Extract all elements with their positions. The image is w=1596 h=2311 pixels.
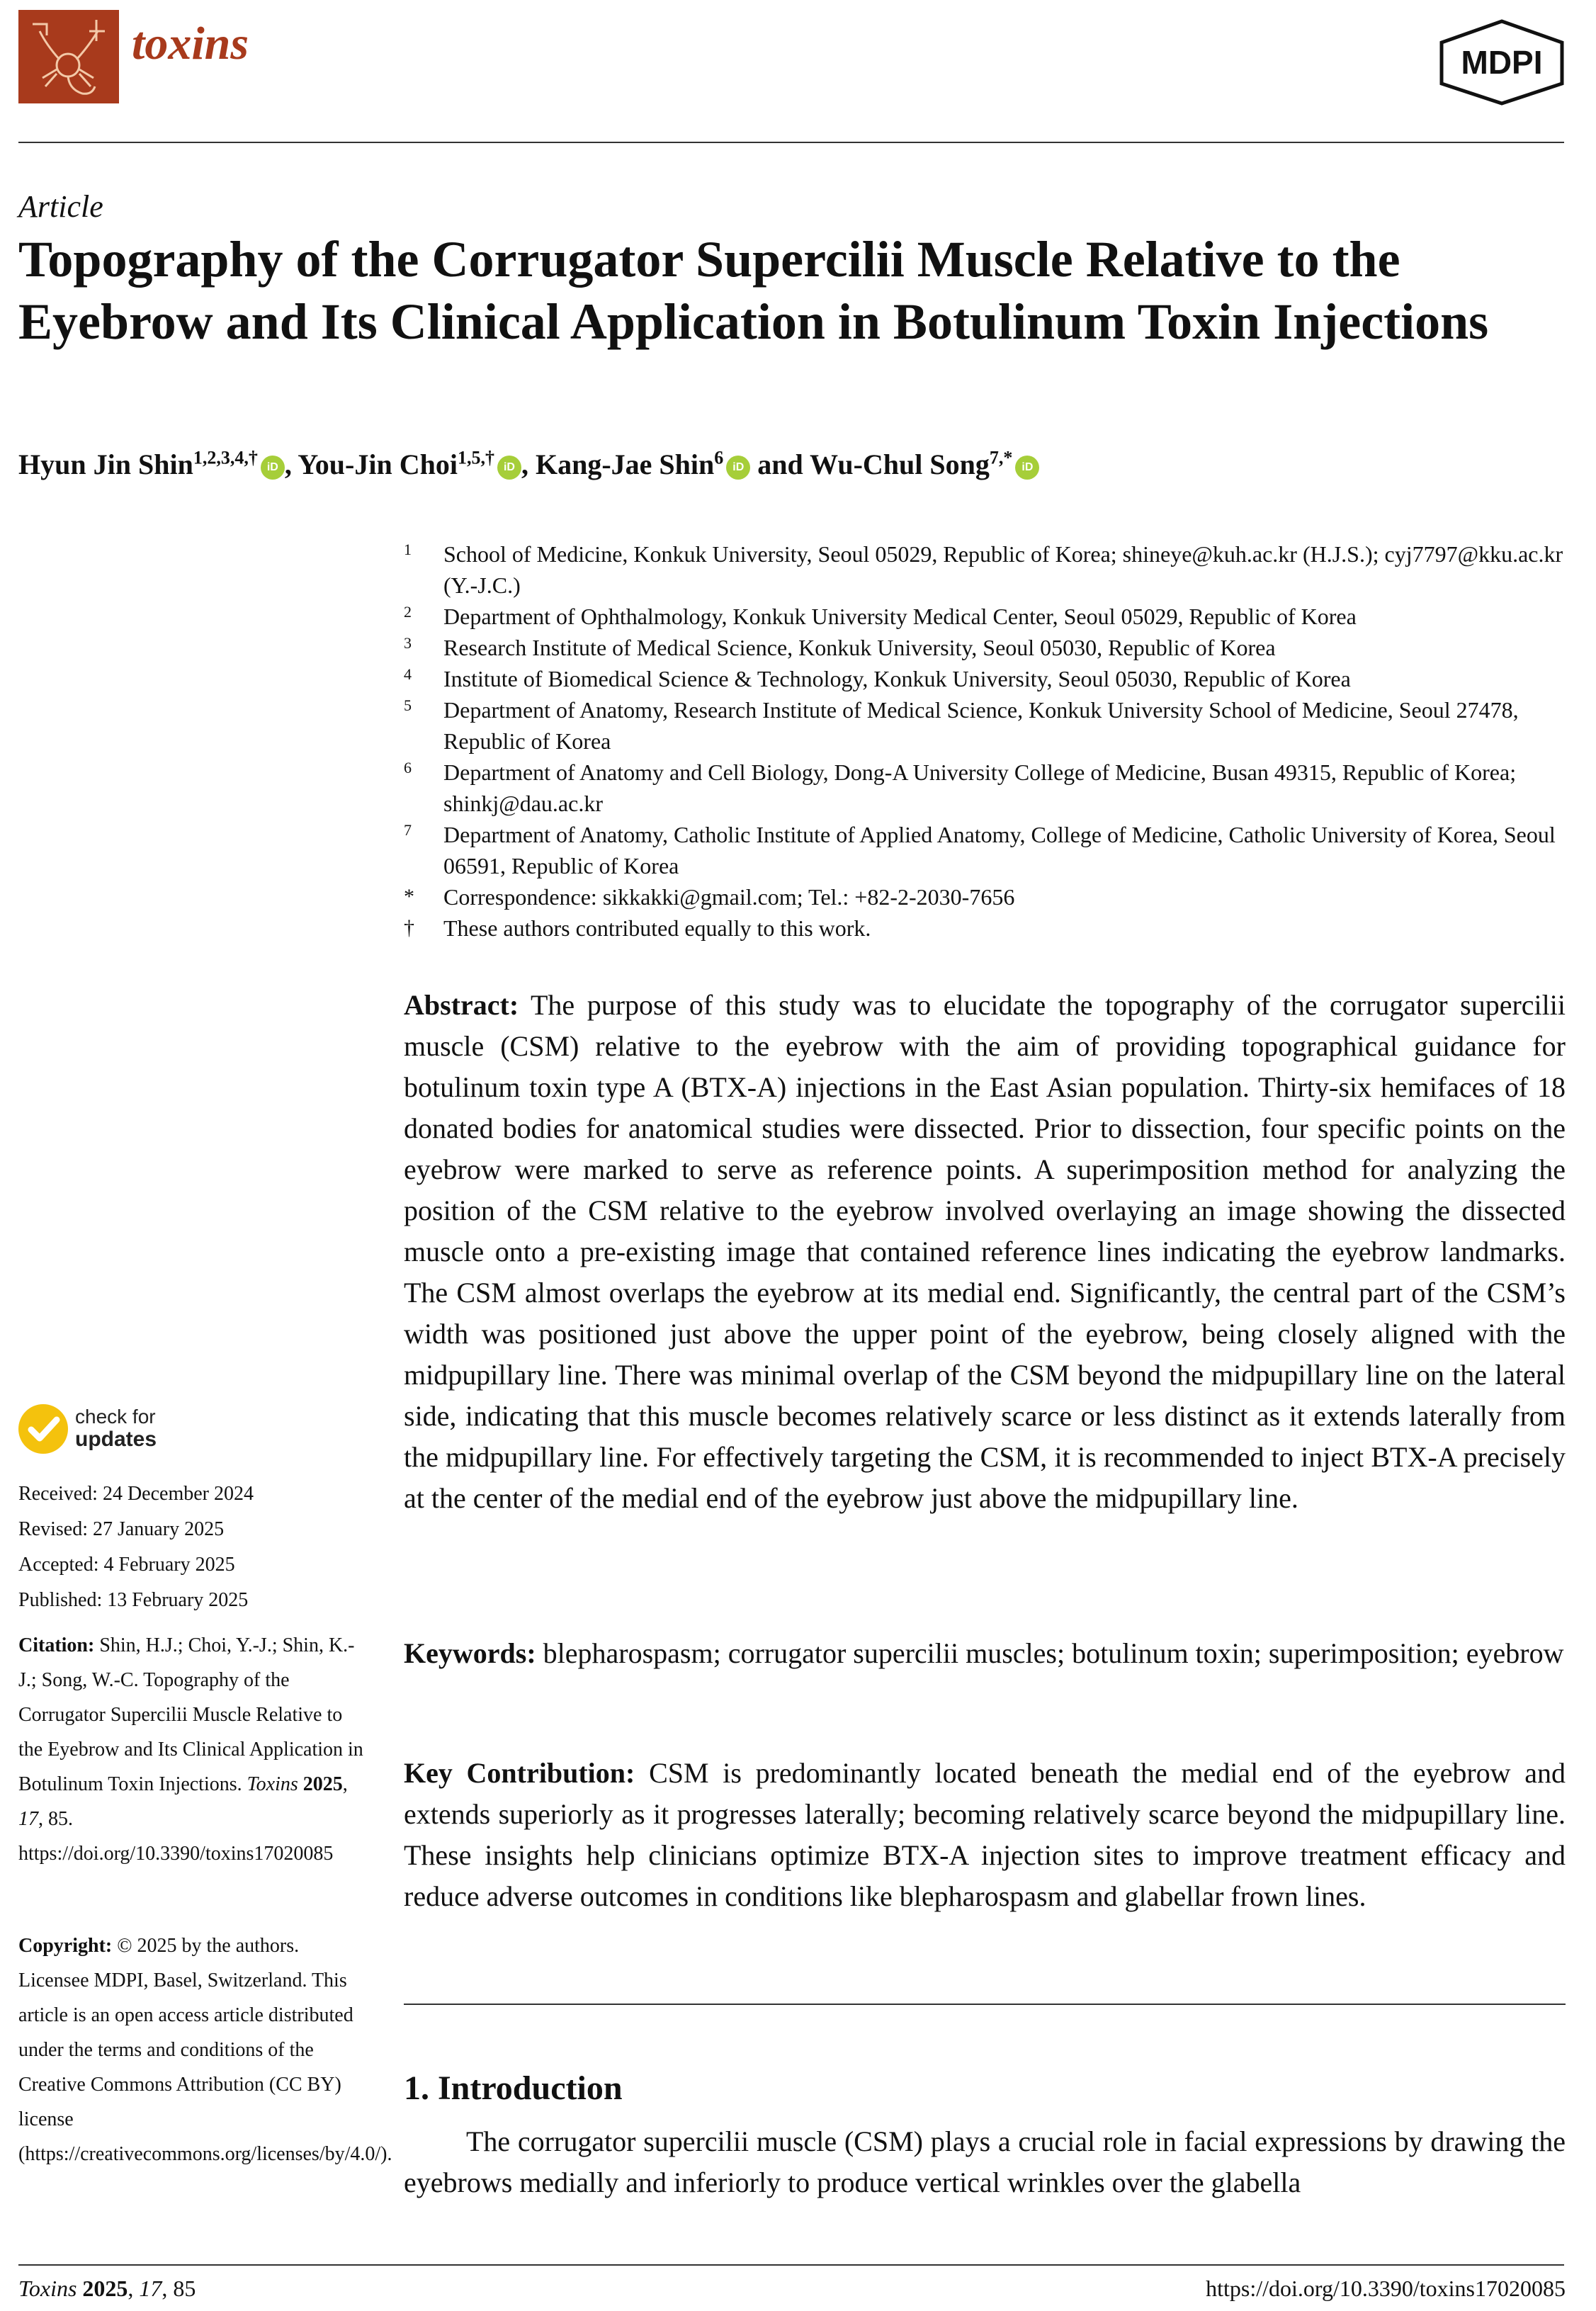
affiliation-marker: 6 bbox=[404, 759, 412, 776]
publication-dates bbox=[18, 1476, 254, 1618]
orcid-icon[interactable]: iD bbox=[261, 456, 285, 480]
citation-year: 2025 bbox=[302, 1773, 343, 1795]
author-name: You-Jin Choi bbox=[298, 448, 458, 480]
affiliation-text: Institute of Biomedical Science & Technology, Konkuk University, Seoul 05030, Republic of Korea bbox=[443, 666, 1351, 691]
affiliation-marker: 5 bbox=[404, 696, 412, 714]
abstract-label: Abstract: bbox=[404, 989, 519, 1021]
key-contribution-text: CSM is predominantly located beneath the medial end of the eyebrow and extends superiorly as it progresses laterally; becoming relatively scarce beyond the midpupillary line. These insights help clinicians optimize BTX-A injection sites to improve treatment efficacy and reduce adverse outcomes in conditions like blepharospasm and glabellar frown lines. bbox=[404, 1757, 1566, 1912]
abstract bbox=[404, 985, 1566, 1519]
affiliation-item bbox=[404, 881, 1566, 912]
check-updates-line1: check for bbox=[75, 1406, 156, 1428]
affiliation-marker: 7 bbox=[404, 821, 412, 839]
publisher-logo[interactable] bbox=[1434, 18, 1569, 106]
copyright-label: Copyright: bbox=[18, 1935, 113, 1957]
author-affiliation-marks: 7,* bbox=[989, 447, 1013, 468]
author-name: Wu-Chul Song bbox=[810, 448, 990, 480]
footer-article: , 85 bbox=[162, 2276, 196, 2301]
author-separator: , bbox=[284, 448, 298, 480]
header-rule bbox=[18, 142, 1564, 143]
author-affiliation-marks: 1,5,† bbox=[457, 447, 494, 468]
orcid-icon[interactable]: iD bbox=[1015, 456, 1039, 480]
footer-volume: 17 bbox=[139, 2276, 162, 2301]
footer-year: 2025 bbox=[82, 2276, 128, 2301]
affiliation-item bbox=[404, 757, 1566, 819]
author-affiliation-marks: 6 bbox=[714, 447, 724, 468]
article-type: Article bbox=[18, 189, 103, 224]
key-contribution-label: Key Contribution: bbox=[404, 1757, 635, 1789]
section-heading: 1. Introduction bbox=[404, 2069, 623, 2107]
checkmark-icon bbox=[18, 1404, 68, 1454]
accepted-date: Accepted: 4 February 2025 bbox=[18, 1554, 235, 1576]
footer-citation: Toxins 2025, 17, 85 bbox=[18, 2276, 196, 2301]
author-name: Hyun Jin Shin bbox=[18, 448, 193, 480]
affiliation-marker: 1 bbox=[404, 541, 412, 558]
footer-rule bbox=[18, 2264, 1564, 2266]
affiliation-item bbox=[404, 694, 1566, 757]
abstract-text: The purpose of this study was to elucidate the topography of the corrugator supercilii muscle (CSM) relative to the eyebrow with the aim of providing topographical guidance for botulinum toxin type A (BTX-A) injections in the East Asian population. Thirty-six hemifaces of 18 donated bodies for anatomical studies were dissected. Prior to dissection, four specific points on the eyebrow were marked to serve as reference points. A superimposition method for analyzing the position of the CSM relative to the eyebrow involved overlaying an image showing the dissected muscle onto a pre-existing image that contained reference lines indicating the eyebrow landmarks. The CSM almost overlaps the eyebrow at its medial end. Significantly, the central part of the CSM’s width was positioned just above the upper point of the eyebrow, being closely aligned with the midpupillary line. There was minimal overlap of the CSM beyond the midpupillary line on the lateral side, indicating that this muscle becomes relatively scarce or less distinct as it extends laterally from the midpupillary line. For effectively targeting the CSM, it is recommended to inject BTX-A precisely at the center of the medial end of the eyebrow just above the midpupillary line. bbox=[404, 989, 1566, 1514]
affiliation-text: Correspondence: sikkakki@gmail.com; Tel.: +82-2-2030-7656 bbox=[443, 884, 1015, 910]
affiliations bbox=[404, 538, 1566, 944]
article-title: Topography of the Corrugator Supercilii Muscle Relative to the Eyebrow and Its Clinical Application in Botulinum Toxin Injections bbox=[18, 231, 1489, 350]
check-updates-line2: updates bbox=[75, 1428, 157, 1451]
author-separator: , bbox=[521, 448, 536, 480]
affiliation-marker: † bbox=[404, 916, 414, 939]
revised-date: Revised: 27 January 2025 bbox=[18, 1518, 225, 1540]
keywords bbox=[404, 1633, 1566, 1674]
affiliation-text: Department of Anatomy, Catholic Institute of Applied Anatomy, College of Medicine, Catholic University of Korea, Seoul 06591, Republic of Korea bbox=[443, 822, 1556, 878]
affiliation-marker: 2 bbox=[404, 603, 412, 621]
orcid-icon[interactable]: iD bbox=[497, 456, 521, 480]
author-name: Kang-Jae Shin bbox=[535, 448, 715, 480]
citation-journal: Toxins bbox=[247, 1773, 298, 1795]
affiliation-text: Department of Anatomy and Cell Biology, Dong-A University College of Medicine, Busan 49315, Republic of Korea; shinkj@dau.ac.kr bbox=[443, 759, 1517, 816]
copyright bbox=[18, 1928, 392, 2171]
affiliation-item bbox=[404, 663, 1566, 694]
section-rule bbox=[404, 2004, 1566, 2005]
footer-journal: Toxins bbox=[18, 2276, 77, 2301]
keywords-label: Keywords: bbox=[404, 1637, 536, 1669]
citation-text: Shin, H.J.; Choi, Y.-J.; Shin, K.-J.; Song, W.-C. Topography of the Corrugator Supercilii Muscle Relative to the Eyebrow and Its Clinical Application in Botulinum Toxin Injections. bbox=[18, 1634, 363, 1795]
author-list bbox=[18, 448, 1039, 481]
copyright-text: © 2025 by the authors. Licensee MDPI, Basel, Switzerland. This article is an open access article distributed under the terms and conditions of the Creative Commons Attribution (CC BY) license (https://creativecommons.org/licenses/by/4.0/). bbox=[18, 1935, 392, 2165]
journal-logo bbox=[18, 10, 119, 103]
affiliation-item bbox=[404, 538, 1566, 601]
citation-label: Citation: bbox=[18, 1634, 95, 1656]
affiliation-item bbox=[404, 632, 1566, 663]
publisher-name: MDPI bbox=[1461, 44, 1543, 81]
affiliation-marker: 4 bbox=[404, 665, 412, 683]
affiliation-text: School of Medicine, Konkuk University, Seoul 05029, Republic of Korea; shineye@kuh.ac.kr (H.J.S.); cyj7797@kku.ac.kr (Y.-J.C.) bbox=[443, 541, 1563, 598]
affiliation-marker: * bbox=[404, 885, 414, 908]
citation-doi[interactable]: , 85. https://doi.org/10.3390/toxins17020085 bbox=[18, 1808, 334, 1865]
received-date: Received: 24 December 2024 bbox=[18, 1483, 254, 1505]
affiliation-item bbox=[404, 601, 1566, 632]
footer-doi-link[interactable]: https://doi.org/10.3390/toxins17020085 bbox=[1206, 2276, 1566, 2301]
published-date: Published: 13 February 2025 bbox=[18, 1589, 249, 1611]
affiliation-text: Department of Anatomy, Research Institute of Medical Science, Konkuk University School of Medicine, Seoul 27478, Republic of Korea bbox=[443, 697, 1519, 754]
orcid-icon[interactable]: iD bbox=[726, 456, 750, 480]
check-for-updates-badge[interactable] bbox=[18, 1404, 174, 1454]
journal-name[interactable]: toxins bbox=[132, 18, 249, 69]
affiliation-marker: 3 bbox=[404, 634, 412, 652]
keywords-text: blepharospasm; corrugator supercilii muscles; botulinum toxin; superimposition; eyebrow bbox=[543, 1637, 1564, 1669]
affiliation-item bbox=[404, 912, 1566, 944]
affiliation-text: Research Institute of Medical Science, Konkuk University, Seoul 05030, Republic of Korea bbox=[443, 635, 1276, 660]
affiliation-item bbox=[404, 819, 1566, 881]
author-affiliation-marks: 1,2,3,4,† bbox=[193, 447, 258, 468]
affiliation-text: These authors contributed equally to this work. bbox=[443, 915, 871, 941]
author-separator: and bbox=[750, 448, 810, 480]
citation: Citation: Shin, H.J.; Choi, Y.-J.; Shin, K.-J.; Song, W.-C. Topography of the Corrugator Supercilii Muscle Relative to the Eyebrow and Its Clinical Application in Botulinum Toxin Injections. Toxins 2025, 17, 85. https://doi.org/10.3390/toxins17020085 bbox=[18, 1634, 363, 1865]
introduction-text: The corrugator supercilii muscle (CSM) plays a crucial role in facial expressions by drawing the eyebrows medially and inferiorly to produce vertical wrinkles over the glabella bbox=[404, 2125, 1566, 2198]
affiliation-text: Department of Ophthalmology, Konkuk University Medical Center, Seoul 05029, Republic of Korea bbox=[443, 604, 1357, 629]
citation-volume: 17 bbox=[18, 1808, 38, 1830]
key-contribution bbox=[404, 1753, 1566, 1917]
